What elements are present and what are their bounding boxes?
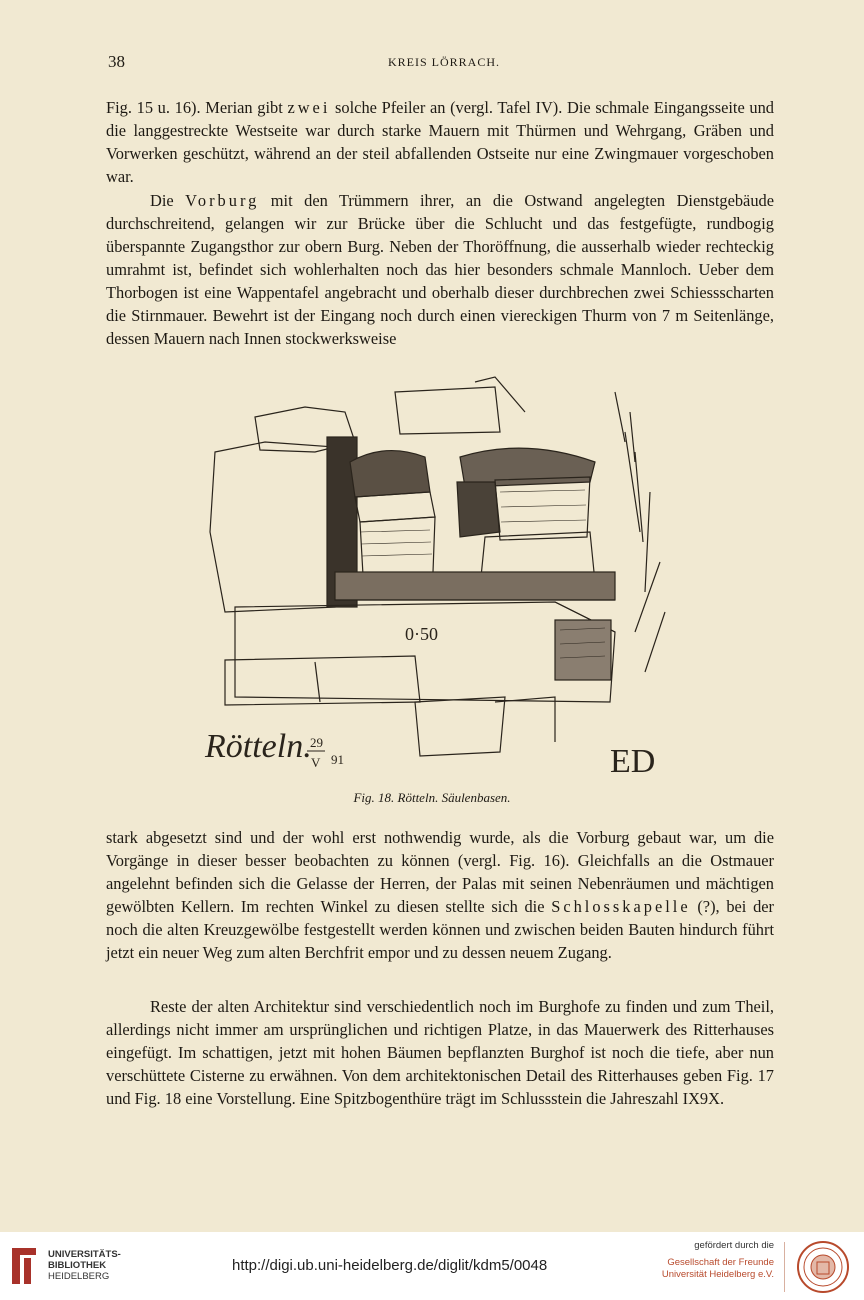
emphasis-schlosskapelle: Schlosskapelle — [551, 897, 691, 916]
sponsor-organization[interactable]: Gesellschaft der Freunde Universität Heidelberg e.V. — [661, 1257, 774, 1280]
university-library-logo-icon — [10, 1246, 40, 1286]
page-header — [108, 52, 780, 72]
sponsor-block — [594, 1240, 774, 1281]
emphasis-zwei: zwei — [287, 98, 331, 117]
viewer-footer — [0, 1232, 864, 1300]
university-library-name: UNIVERSITÄTS- BIBLIOTHEK HEIDELBERG — [48, 1249, 121, 1282]
figure-caption: Fig. 18. Rötteln. Säulenbasen. — [353, 790, 511, 805]
permalink-url[interactable]: http://digi.ub.uni-heidelberg.de/diglit/kdm5/0048 — [232, 1257, 548, 1274]
sketch-place: Rötteln. — [205, 728, 312, 765]
artist-signature: ED — [610, 743, 656, 780]
page-number: 38 — [108, 52, 125, 71]
sponsor-label: gefördert durch die — [694, 1240, 774, 1251]
sketch-illustration — [195, 372, 675, 782]
paragraph-1: Fig. 15 u. 16). Merian gibt zwei solche Pfeiler an (vergl. Tafel IV). Die schmale Eingangsseite und die langgestreckte Westseite war durch starke Mauern mit Thürmen und Wehrgang, Gräben und Vorwerken geschützt, während an der steil abfallenden Ostseite nur eine Zwingmauer vorgeschoben war. — [106, 98, 775, 186]
sketch-date-month: V — [311, 755, 321, 770]
sketch-year: 91 — [331, 752, 344, 767]
figure-saeulenbasen — [195, 372, 675, 782]
footer-divider — [784, 1242, 785, 1292]
running-title: KREIS LÖRRACH. — [387, 55, 500, 69]
measurement-label: 0·50 — [405, 624, 438, 644]
university-seal-icon — [796, 1240, 850, 1294]
emphasis-vorburg: Vorburg — [185, 191, 260, 210]
paragraph-2: Die Vorburg mit den Trümmern ihrer, an die Ostwand angelegten Dienstgebäude durchschreitend, gelangen wir zur Brücke über die Schlucht und das festgefügte, rundbogig überspannte Zugangsthor zur obern Burg. Neben der Thoröffnung, die ausserhalb wieder rechteckig umrahmt ist, befindet sich wohlerhalten noch das hier besonders schmale Mannloch. Ueber dem Thorbogen ist eine Wappentafel angebracht und oberhalb dieser durchbrechen zwei Schiessscharten die Stirnmauer. Bewehrt ist der Eingang noch durch einen viereckigen Thurm von 7 m Seitenlänge, dessen Mauern nach Innen stockwerksweise — [106, 191, 774, 348]
sketch-date-day: 29 — [310, 735, 323, 750]
paragraph-4: Reste der alten Architektur sind verschiedentlich noch im Burghofe zu finden und zum Theil, allerdings nicht immer am ursprünglichen und richtigen Platze, in das Mauerwerk des Ritterhauses eingefügt. Im schattigen, jetzt mit hohen Bäumen bepflanzten Burghof ist noch die tiefe, aber nun verschüttete Cisterne zu erwähnen. Von dem architektonischen Detail des Ritterhauses geben Fig. 17 und Fig. 18 eine Vorstellung. Eine Spitzbogenthüre trägt im Schlussstein die Jahreszahl IX9X. — [106, 997, 774, 1108]
paragraph-3: stark abgesetzt sind und der wohl erst nothwendig wurde, als die Vorburg gebaut war, um die Vorgänge in dieser besser beobachten zu können (vergl. Fig. 16). Gleichfalls an die Ostmauer angelehnt befinden sich die Gelasse der Herren, der Palas mit seinen Nebenräumen und mächtigen gewölbten Kellern. Im rechten Winkel zu diesen stellte sich die Schlosskapelle (?), bei der noch die alten Kreuzgewölbe festgestellt werden können und zwischen beiden Bauten hindurch führt jetzt ein neuer Weg zum alten Berchfrit empor und zu dessen neuem Zugang. — [106, 828, 774, 962]
